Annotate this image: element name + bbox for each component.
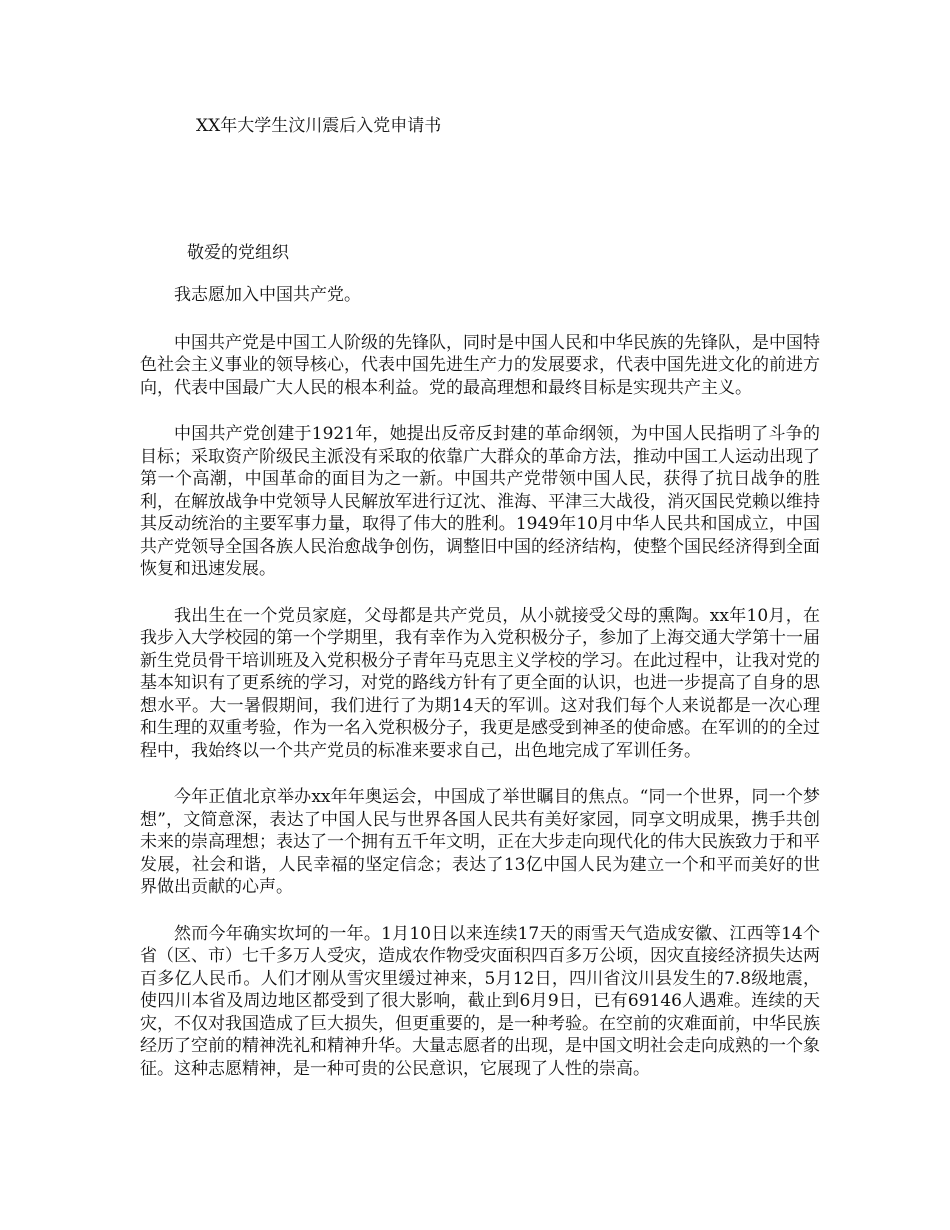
paragraph-personal-background: 我出生在一个党员家庭，父母都是共产党员，从小就接受父母的熏陶。xx年10月，在我步入大学校园的第一个学期里，我有幸作为入党积极分子，参加了上海交通大学第十一届新生党员骨干培训班及入党积极分子青年马克思主义学校的学习。在此过程中，让我对党的基本知识有了更系统的学习，对党的路线方针有了更全面的认识，也进一步提高了自身的思想水平。大一暑假期间，我们进行了为期14天的军训。这对我们每个人来说都是一次心理和生理的双重考验，作为一名入党积极分子，我更是感受到神圣的使命感。在军训的的全过程中，我始终以一个共产党员的标准来要求自己，出色地完成了军训任务。 bbox=[140, 605, 820, 761]
paragraph-disasters: 然而今年确实坎坷的一年。1月10日以来连续17天的雨雪天气造成安徽、江西等14个省（区、市）七千多万人受灾，造成农作物受灾面积四百多万公顷，因灾直接经济损失达两百多亿人民币。人们才刚从雪灾里缓过神来，5月12日，四川省汶川县发生的7.8级地震，使四川本省及周边地区都受到了很大影响，截止到6月9日，已有69146人遇难。连续的天灾，不仅对我国造成了巨大损失，但更重要的，是一种考验。在空前的灾难面前，中华民族经历了空前的精神洗礼和精神升华。大量志愿者的出现，是中国文明社会走向成熟的一个象征。这种志愿精神，是一种可贵的公民意识，它展现了人性的崇高。 bbox=[140, 923, 820, 1079]
paragraph-party-nature: 中国共产党是中国工人阶级的先锋队，同时是中国人民和中华民族的先锋队，是中国特色社会主义事业的领导核心，代表中国先进生产力的发展要求，代表中国先进文化的前进方向，代表中国最广大人民的根本利益。党的最高理想和最终目标是实现共产主义。 bbox=[140, 332, 820, 398]
paragraph-party-history: 中国共产党创建于1921年，她提出反帝反封建的革命纲领，为中国人民指明了斗争的目标；采取资产阶级民主派没有采取的依靠广大群众的革命方法，推动中国工人运动出现了第一个高潮，中国革命的面目为之一新。中国共产党带领中国人民，获得了抗日战争的胜利，在解放战争中党领导人民解放军进行辽沈、淮海、平津三大战役，消灭国民党赖以维持其反动统治的主要军事力量，取得了伟大的胜利。1949年10月中华人民共和国成立，中国共产党领导全国各族人民治愈战争创伤，调整旧中国的经济结构，使整个国民经济得到全面恢复和迅速发展。 bbox=[140, 424, 820, 579]
salutation: 敬爱的党组织 bbox=[187, 243, 289, 263]
paragraph-olympics: 今年正值北京举办xx年年奥运会，中国成了举世瞩目的焦点。“同一个世界，同一个梦想”，文简意深，表达了中国人民与世界各国人民共有美好家园，同享文明成果，携手共创未来的崇高理想；表达了一个拥有五千年文明，正在大步走向现代化的伟大民族致力于和平发展，社会和谐，人民幸福的坚定信念；表达了13亿中国人民为建立一个和平而美好的世界做出贡献的心声。 bbox=[140, 787, 820, 897]
document-title: XX年大学生汶川震后入党申请书 bbox=[196, 116, 442, 136]
document-body bbox=[140, 284, 820, 1104]
paragraph-intent: 我志愿加入中国共产党。 bbox=[174, 285, 361, 305]
